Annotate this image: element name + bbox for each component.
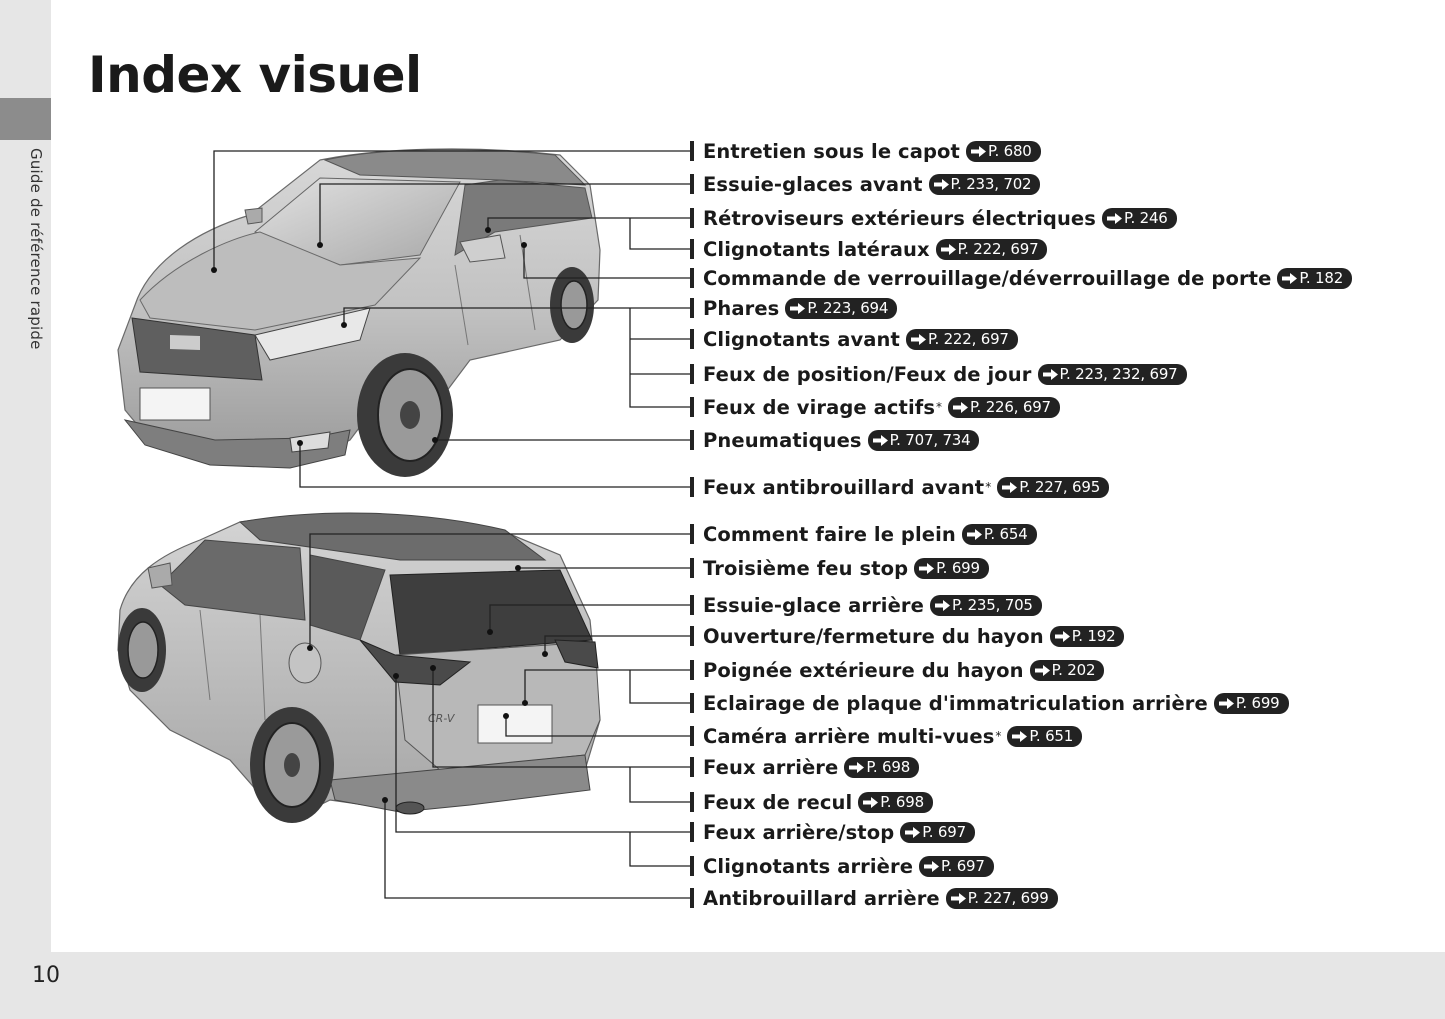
page-reference-text: P. 223, 232, 697 [1059, 365, 1178, 383]
arrow-right-icon [935, 600, 950, 611]
page-reference-link[interactable] [929, 174, 1041, 195]
callout-label-text: Rétroviseurs extérieurs électriques [703, 206, 1096, 230]
callout-label-text: Clignotants arrière [703, 854, 914, 878]
callout-label [703, 622, 1124, 650]
page-reference-text: P. 707, 734 [889, 431, 971, 449]
page-reference-link[interactable] [962, 524, 1037, 545]
page-title: Index visuel [88, 46, 422, 104]
page-reference-link[interactable] [785, 298, 897, 319]
callout-label-text: Feux de recul [703, 790, 853, 814]
page-reference-text: P. 222, 697 [957, 240, 1039, 258]
callout-label-text: Ouverture/fermeture du hayon [703, 624, 1044, 648]
label-tick [690, 268, 694, 288]
callout-label-text: Feux de virage actifs [703, 395, 936, 419]
page-reference-link[interactable] [1214, 693, 1289, 714]
callout-label-text: Feux de position/Feux de jour [703, 362, 1032, 386]
label-tick [690, 430, 694, 450]
callout-label-text: Commande de verrouillage/déverrouillage de porte [703, 266, 1272, 290]
page-reference-link[interactable] [930, 595, 1042, 616]
page-reference-link[interactable] [900, 822, 975, 843]
callout-label [703, 325, 1018, 353]
arrow-right-icon [1012, 731, 1027, 742]
page-reference-link[interactable] [858, 792, 933, 813]
callout-label [703, 426, 979, 454]
callout-label [703, 294, 897, 322]
callout-label-text: Poignée extérieure du hayon [703, 658, 1024, 682]
arrow-right-icon [967, 529, 982, 540]
page-reference-text: P. 182 [1299, 269, 1344, 287]
car-model-badge: CR-V [428, 712, 455, 725]
page-reference-link[interactable] [946, 888, 1058, 909]
callout-label [703, 473, 1109, 501]
page-reference-text: P. 202 [1051, 661, 1096, 679]
callout-label [703, 722, 1082, 750]
callout-label [703, 689, 1289, 717]
arrow-right-icon [911, 334, 926, 345]
page-reference-text: P. 699 [1235, 694, 1280, 712]
footnote-asterisk: * [936, 400, 943, 414]
footnote-asterisk: * [985, 480, 992, 494]
label-tick [690, 693, 694, 713]
arrow-right-icon [1055, 631, 1070, 642]
label-tick [690, 856, 694, 876]
page-reference-link[interactable] [1102, 208, 1177, 229]
arrow-right-icon [953, 402, 968, 413]
label-tick [690, 174, 694, 194]
callout-label-text: Troisième feu stop [703, 556, 909, 580]
page-reference-text: P. 226, 697 [970, 398, 1051, 416]
label-tick [690, 822, 694, 842]
callout-label [703, 554, 989, 582]
page-reference-link[interactable] [1007, 726, 1082, 747]
page-reference-text: P. 246 [1123, 209, 1168, 227]
page-reference-text: P. 680 [987, 142, 1032, 160]
arrow-right-icon [905, 827, 920, 838]
sidebar-section-label: Guide de référence rapide [27, 148, 45, 350]
arrow-right-icon [951, 893, 966, 904]
page-reference-text: P. 698 [866, 758, 911, 776]
callout-label-text: Comment faire le plein [703, 522, 956, 546]
callout-label [703, 137, 1041, 165]
callout-label [703, 235, 1047, 263]
callout-label [703, 788, 933, 816]
callout-label [703, 591, 1042, 619]
page-reference-text: P. 651 [1029, 727, 1074, 745]
label-tick [690, 364, 694, 384]
label-tick [690, 726, 694, 746]
page-reference-link[interactable] [1030, 660, 1105, 681]
callout-label [703, 170, 1040, 198]
page-reference-text: P. 192 [1071, 627, 1116, 645]
callout-label-text: Clignotants latéraux [703, 237, 930, 261]
arrow-right-icon [941, 244, 956, 255]
label-tick [690, 888, 694, 908]
label-tick [690, 298, 694, 318]
page-reference-link[interactable] [948, 397, 1060, 418]
label-tick [690, 239, 694, 259]
page-reference-link[interactable] [919, 856, 994, 877]
page-reference-link[interactable] [997, 477, 1109, 498]
page-reference-link[interactable] [914, 558, 989, 579]
callout-label-text: Feux arrière/stop [703, 820, 895, 844]
page-reference-text: P. 223, 694 [807, 299, 889, 317]
callout-label [703, 520, 1037, 548]
label-ticks [690, 141, 694, 908]
arrow-right-icon [849, 762, 864, 773]
callout-label-text: Feux antibrouillard avant [703, 475, 985, 499]
page-reference-text: P. 699 [936, 559, 980, 577]
page-reference-text: P. 233, 702 [950, 175, 1032, 193]
arrow-right-icon [1282, 273, 1297, 284]
label-tick [690, 558, 694, 578]
page-reference-text: P. 697 [922, 823, 966, 841]
label-tick [690, 792, 694, 812]
page-reference-text: P. 222, 697 [927, 330, 1009, 348]
callout-label [703, 818, 975, 846]
callout-label [703, 852, 994, 880]
callout-label-text: Clignotants avant [703, 327, 900, 351]
arrow-right-icon [919, 563, 934, 574]
callout-label-text: Feux arrière [703, 755, 839, 779]
callout-label-text: Pneumatiques [703, 428, 862, 452]
label-tick [690, 626, 694, 646]
label-tick [690, 524, 694, 544]
page-reference-text: P. 227, 695 [1019, 478, 1101, 496]
callout-label [703, 204, 1177, 232]
arrow-right-icon [1002, 482, 1017, 493]
car-rear-illustration [118, 513, 600, 823]
page-reference-text: P. 235, 705 [951, 596, 1033, 614]
page-reference-link[interactable] [844, 757, 919, 778]
callout-label-text: Antibrouillard arrière [703, 886, 940, 910]
callout-label [703, 656, 1104, 684]
callout-label-text: Caméra arrière multi-vues [703, 724, 995, 748]
arrow-right-icon [873, 435, 888, 446]
car-front-illustration [118, 149, 600, 477]
page-reference-text: P. 654 [983, 525, 1028, 543]
callout-label [703, 884, 1058, 912]
label-tick [690, 397, 694, 417]
arrow-right-icon [1043, 369, 1058, 380]
callout-label [703, 264, 1352, 292]
label-tick [690, 595, 694, 615]
callout-label [703, 360, 1187, 388]
page-reference-link[interactable] [1050, 626, 1125, 647]
label-tick [690, 329, 694, 349]
page-number: 10 [32, 963, 60, 988]
arrow-right-icon [924, 861, 939, 872]
label-tick [690, 208, 694, 228]
page-reference-link[interactable] [936, 239, 1048, 260]
label-tick [690, 141, 694, 161]
arrow-right-icon [1219, 698, 1234, 709]
callout-label-text: Eclairage de plaque d'immatriculation arrière [703, 691, 1208, 715]
label-tick [690, 757, 694, 777]
callout-label-text: Phares [703, 296, 780, 320]
page-reference-link[interactable] [868, 430, 980, 451]
page-reference-link[interactable] [1038, 364, 1187, 385]
callout-label-text: Essuie-glace arrière [703, 593, 924, 617]
arrow-right-icon [790, 303, 805, 314]
callout-label-text: Essuie-glaces avant [703, 172, 923, 196]
arrow-right-icon [934, 179, 949, 190]
footnote-asterisk: * [995, 729, 1002, 743]
page-reference-text: P. 227, 699 [967, 889, 1049, 907]
page-reference-link[interactable] [966, 141, 1041, 162]
callout-label [703, 393, 1060, 421]
callout-label-text: Entretien sous le capot [703, 139, 960, 163]
page-reference-text: P. 698 [880, 793, 924, 811]
arrow-right-icon [971, 146, 986, 157]
arrow-right-icon [1035, 665, 1050, 676]
arrow-right-icon [863, 797, 878, 808]
page-reference-text: P. 697 [941, 857, 985, 875]
page-reference-link[interactable] [1277, 268, 1352, 289]
arrow-right-icon [1107, 213, 1122, 224]
label-tick [690, 660, 694, 680]
label-tick [690, 477, 694, 497]
page-reference-link[interactable] [906, 329, 1018, 350]
callout-label [703, 753, 919, 781]
